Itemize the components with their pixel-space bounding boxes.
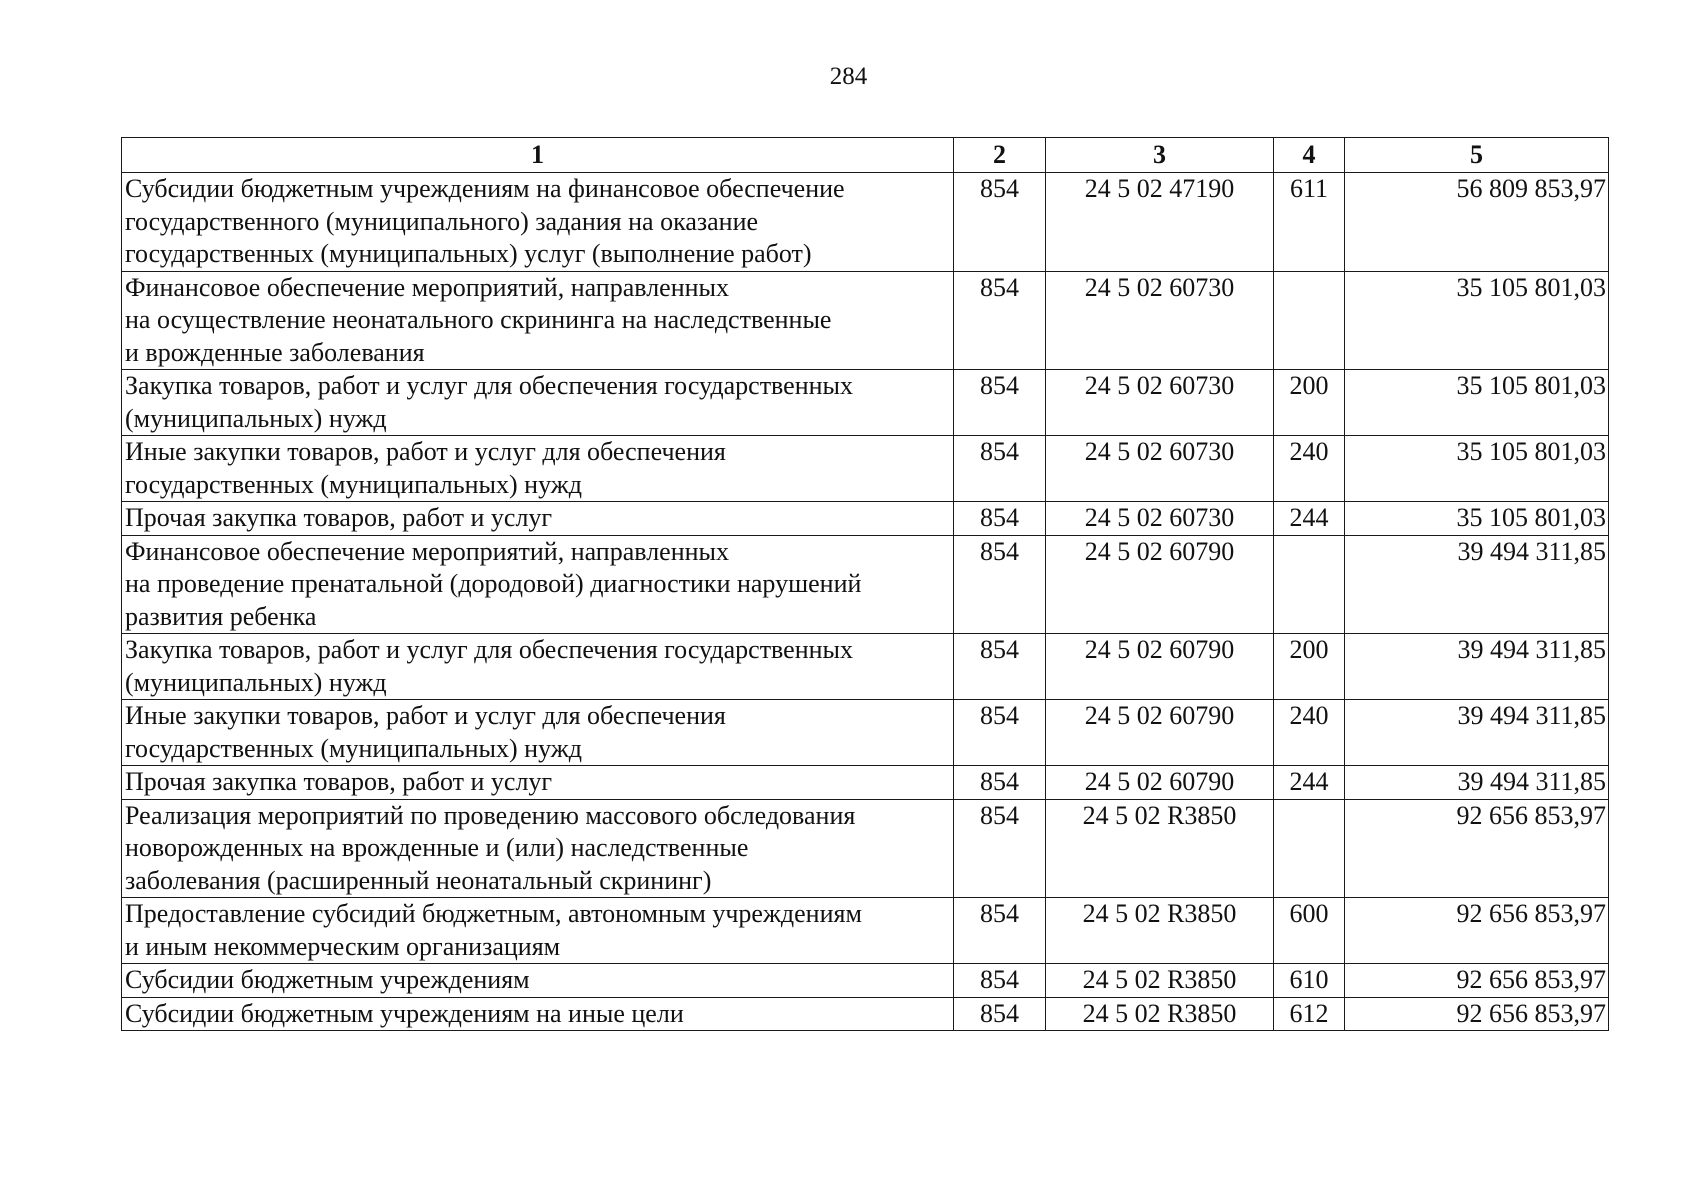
cell-expense-type: 240 (1274, 436, 1345, 502)
cell-name: Прочая закупка товаров, работ и услуг (122, 766, 954, 800)
cell-ministry-code: 854 (954, 436, 1046, 502)
cell-sum: 35 105 801,03 (1345, 436, 1609, 502)
cell-sum: 35 105 801,03 (1345, 370, 1609, 436)
cell-expense-type: 244 (1274, 502, 1345, 536)
cell-name: Закупка товаров, работ и услуг для обеспечения государственных (муниципальных) нужд (122, 370, 954, 436)
cell-expense-type: 240 (1274, 700, 1345, 766)
cell-name: Закупка товаров, работ и услуг для обеспечения государственных (муниципальных) нужд (122, 634, 954, 700)
cell-ministry-code: 854 (954, 535, 1046, 634)
cell-ministry-code: 854 (954, 766, 1046, 800)
cell-ministry-code: 854 (954, 700, 1046, 766)
cell-target-code: 24 5 02 60790 (1046, 766, 1274, 800)
table-row (122, 766, 1609, 800)
header-col-3: 3 (1046, 138, 1274, 173)
table-body (122, 173, 1609, 1031)
cell-ministry-code: 854 (954, 898, 1046, 964)
cell-expense-type: 611 (1274, 173, 1345, 272)
cell-target-code: 24 5 02 60790 (1046, 700, 1274, 766)
table-row (122, 173, 1609, 272)
cell-sum: 35 105 801,03 (1345, 271, 1609, 370)
cell-expense-type: 612 (1274, 997, 1345, 1031)
cell-name: Субсидии бюджетным учреждениям на иные цели (122, 997, 954, 1031)
budget-table (121, 137, 1609, 1031)
cell-sum: 92 656 853,97 (1345, 964, 1609, 998)
cell-target-code: 24 5 02 60730 (1046, 436, 1274, 502)
table-row (122, 271, 1609, 370)
table-header (122, 138, 1609, 173)
header-col-4: 4 (1274, 138, 1345, 173)
table-row (122, 700, 1609, 766)
cell-name: Иные закупки товаров, работ и услуг для обеспечения государственных (муниципальных) нужд (122, 436, 954, 502)
cell-target-code: 24 5 02 R3850 (1046, 964, 1274, 998)
cell-sum: 56 809 853,97 (1345, 173, 1609, 272)
cell-name: Финансовое обеспечение мероприятий, направленных на осуществление неонатального скрининга на наследственные и врожденные заболевания (122, 271, 954, 370)
table-row (122, 898, 1609, 964)
cell-target-code: 24 5 02 60730 (1046, 271, 1274, 370)
cell-target-code: 24 5 02 60790 (1046, 634, 1274, 700)
cell-target-code: 24 5 02 60730 (1046, 370, 1274, 436)
cell-target-code: 24 5 02 R3850 (1046, 799, 1274, 898)
cell-target-code: 24 5 02 60790 (1046, 535, 1274, 634)
table-row (122, 436, 1609, 502)
cell-ministry-code: 854 (954, 173, 1046, 272)
cell-name: Предоставление субсидий бюджетным, автономным учреждениям и иным некоммерческим организациям (122, 898, 954, 964)
cell-ministry-code: 854 (954, 271, 1046, 370)
cell-sum: 92 656 853,97 (1345, 997, 1609, 1031)
cell-name: Субсидии бюджетным учреждениям на финансовое обеспечение государственного (муниципального) задания на оказание государственных (муниципальных) услуг (выполнение работ) (122, 173, 954, 272)
header-col-5: 5 (1345, 138, 1609, 173)
cell-ministry-code: 854 (954, 799, 1046, 898)
table-row (122, 799, 1609, 898)
cell-ministry-code: 854 (954, 964, 1046, 998)
table-row (122, 997, 1609, 1031)
cell-sum: 92 656 853,97 (1345, 799, 1609, 898)
cell-name: Финансовое обеспечение мероприятий, направленных на проведение пренатальной (дородовой) диагностики нарушений развития ребенка (122, 535, 954, 634)
cell-sum: 35 105 801,03 (1345, 502, 1609, 536)
table-row (122, 370, 1609, 436)
cell-name: Реализация мероприятий по проведению массового обследования новорожденных на врожденные и (или) наследственные заболевания (расширенный неонатальный скрининг) (122, 799, 954, 898)
header-row (122, 138, 1609, 173)
cell-expense-type: 244 (1274, 766, 1345, 800)
cell-name: Прочая закупка товаров, работ и услуг (122, 502, 954, 536)
cell-expense-type (1274, 535, 1345, 634)
cell-expense-type: 600 (1274, 898, 1345, 964)
cell-expense-type: 200 (1274, 370, 1345, 436)
header-col-1: 1 (122, 138, 954, 173)
cell-ministry-code: 854 (954, 370, 1046, 436)
table-row (122, 502, 1609, 536)
cell-target-code: 24 5 02 47190 (1046, 173, 1274, 272)
cell-expense-type (1274, 271, 1345, 370)
cell-sum: 39 494 311,85 (1345, 535, 1609, 634)
cell-target-code: 24 5 02 60730 (1046, 502, 1274, 536)
page-number: 284 (829, 63, 868, 90)
cell-name: Субсидии бюджетным учреждениям (122, 964, 954, 998)
cell-expense-type (1274, 799, 1345, 898)
cell-ministry-code: 854 (954, 502, 1046, 536)
cell-expense-type: 610 (1274, 964, 1345, 998)
table-row (122, 535, 1609, 634)
cell-target-code: 24 5 02 R3850 (1046, 898, 1274, 964)
cell-name: Иные закупки товаров, работ и услуг для обеспечения государственных (муниципальных) нужд (122, 700, 954, 766)
cell-sum: 39 494 311,85 (1345, 634, 1609, 700)
cell-sum: 39 494 311,85 (1345, 766, 1609, 800)
table-row (122, 634, 1609, 700)
cell-ministry-code: 854 (954, 634, 1046, 700)
cell-ministry-code: 854 (954, 997, 1046, 1031)
cell-target-code: 24 5 02 R3850 (1046, 997, 1274, 1031)
cell-expense-type: 200 (1274, 634, 1345, 700)
header-col-2: 2 (954, 138, 1046, 173)
cell-sum: 92 656 853,97 (1345, 898, 1609, 964)
cell-sum: 39 494 311,85 (1345, 700, 1609, 766)
table-row (122, 964, 1609, 998)
